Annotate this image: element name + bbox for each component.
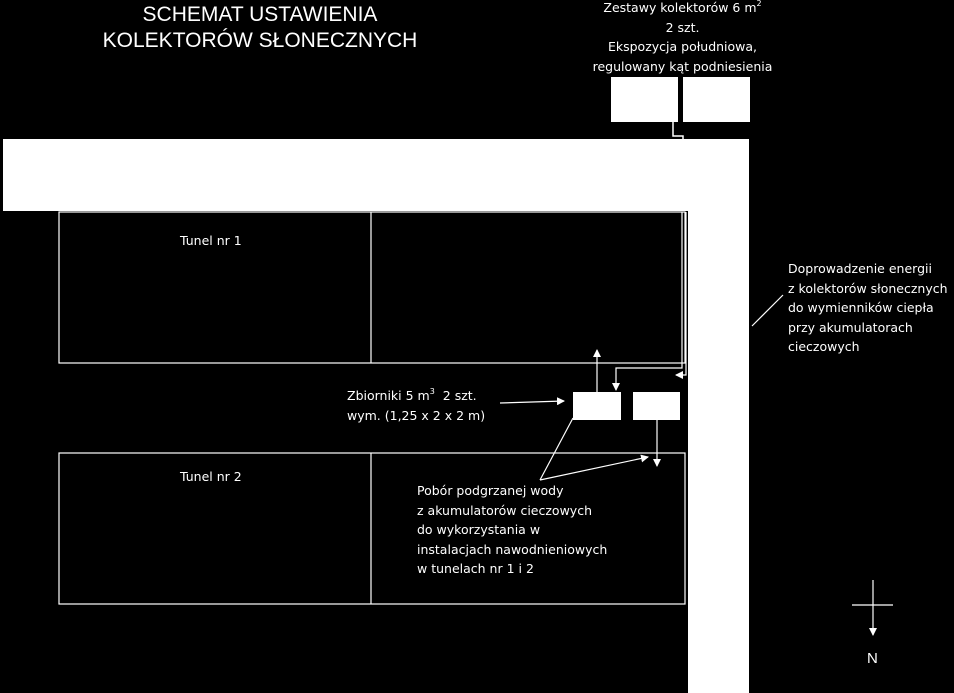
energy-note-line-1: Doprowadzenie energii xyxy=(788,261,932,276)
diagram-title-line-2: KOLEKTORÓW SŁONECZNYCH xyxy=(102,29,418,52)
tanks-note-line-2: wym. (1,25 x 2 x 2 m) xyxy=(347,407,486,423)
collector-pipe-left xyxy=(673,122,683,139)
collectors-note-line-2: 2 szt. xyxy=(665,19,700,35)
building-right-band xyxy=(688,139,749,693)
collectors-note-line-1: Zestawy kolektorów 6 $m^2$ xyxy=(603,0,762,15)
diagram-title xyxy=(60,2,460,54)
tank-2 xyxy=(633,392,680,420)
tanks-note xyxy=(347,386,485,425)
collectors-note-sup: 2 xyxy=(756,0,762,8)
water-note xyxy=(417,481,607,579)
collectors-note-line-4: regulowany kąt podniesienia xyxy=(592,58,773,74)
energy-note xyxy=(788,259,948,357)
collectors-note-line-3: Ekspozycja południowa, xyxy=(607,39,758,54)
energy-note-line-5: cieczowych xyxy=(788,339,860,354)
water-note-line-1: Pobór podgrzanej wody xyxy=(417,483,564,498)
tunnel-1 xyxy=(59,212,685,363)
water-note-line-2: z akumulatorów cieczowych xyxy=(417,502,592,518)
energy-note-line-2: z kolektorów słonecznych xyxy=(788,280,948,296)
tunnel-2-label: Tunel nr 2 xyxy=(180,469,242,484)
water-note-line-3: do wykorzystania w xyxy=(417,522,541,537)
water-leader-to-tank-2 xyxy=(540,457,648,480)
tanks-note-sup: 3 xyxy=(429,387,435,396)
tunnel-1-label: Tunel nr 1 xyxy=(180,233,242,248)
compass-north-label: N xyxy=(867,650,878,667)
collector-panel-left xyxy=(611,77,678,122)
energy-note-line-4: przy akumulatorach xyxy=(788,319,913,335)
collectors-note xyxy=(575,0,790,76)
collector-panel-right xyxy=(683,77,750,122)
building-top-band xyxy=(3,139,749,211)
energy-note-leader xyxy=(752,295,783,326)
tank-1 xyxy=(573,392,621,420)
water-note-line-5: w tunelach nr 1 i 2 xyxy=(417,561,534,576)
tanks-note-line-1: Zbiorniki 5 $m^3$ 2 szt. xyxy=(347,387,477,403)
water-leader-to-tank-1 xyxy=(540,418,573,480)
diagram-title-line-1: SCHEMAT USTAWIENIA xyxy=(142,3,378,26)
water-note-line-4: instalacjach nawodnieniowych xyxy=(417,541,608,557)
energy-note-line-3: do wymienników ciepła xyxy=(788,300,934,315)
tanks-leader xyxy=(500,401,564,403)
